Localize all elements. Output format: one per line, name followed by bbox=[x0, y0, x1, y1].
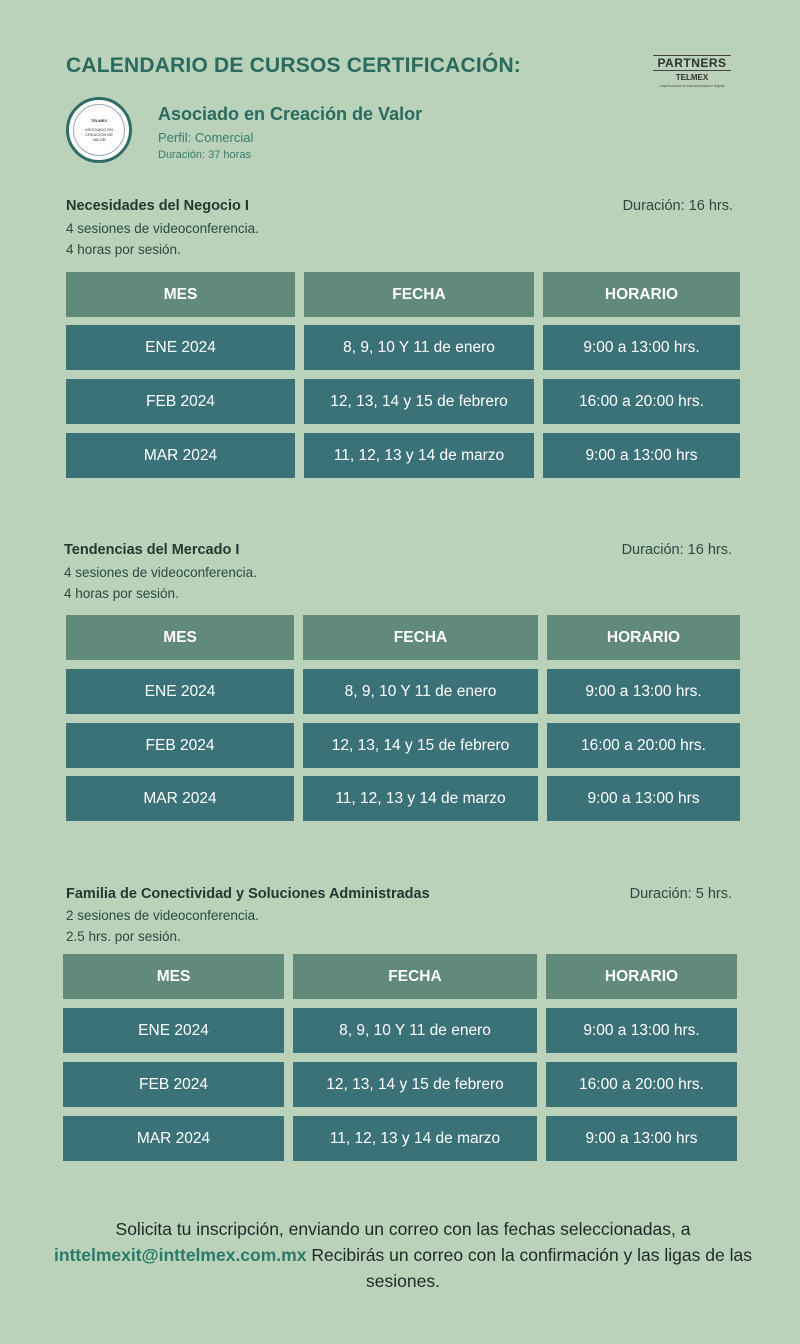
cell-schedule: 9:00 a 13:00 hrs. bbox=[547, 669, 740, 714]
logo-line1: PARTNERS bbox=[653, 55, 730, 71]
course-sessions: 2 sesiones de videoconferencia. bbox=[66, 908, 259, 923]
cell-schedule: 16:00 a 20:00 hrs. bbox=[547, 723, 740, 768]
badge-text: ASOCIADO EN CREACIÓN DE VALOR bbox=[85, 127, 113, 142]
cell-date: 8, 9, 10 Y 11 de enero bbox=[304, 325, 534, 370]
page-title: CALENDARIO DE CURSOS CERTIFICACIÓN: bbox=[66, 54, 522, 77]
cell-schedule: 9:00 a 13:00 hrs. bbox=[546, 1008, 737, 1053]
course-duration: Duración: 16 hrs. bbox=[621, 542, 732, 558]
certification-duration: Duración: 37 horas bbox=[158, 149, 251, 161]
cell-month: MAR 2024 bbox=[66, 776, 294, 821]
logo-tagline: Impulsamos la transformación digital bbox=[659, 83, 725, 88]
header-month: MES bbox=[63, 954, 284, 999]
cell-date: 11, 12, 13 y 14 de marzo bbox=[304, 433, 534, 478]
header-month: MES bbox=[66, 272, 295, 317]
cell-month: FEB 2024 bbox=[66, 723, 294, 768]
cell-schedule: 9:00 a 13:00 hrs bbox=[546, 1116, 737, 1161]
logo-line2: TELMEX bbox=[675, 73, 709, 82]
cell-month: ENE 2024 bbox=[66, 669, 294, 714]
cell-month: ENE 2024 bbox=[66, 325, 295, 370]
cell-month: ENE 2024 bbox=[63, 1008, 284, 1053]
header-month: MES bbox=[66, 615, 294, 660]
cell-date: 8, 9, 10 Y 11 de enero bbox=[303, 669, 538, 714]
cell-date: 11, 12, 13 y 14 de marzo bbox=[293, 1116, 537, 1161]
badge-brand: TELMEX bbox=[90, 118, 108, 123]
cell-date: 12, 13, 14 y 15 de febrero bbox=[303, 723, 538, 768]
cell-date: 12, 13, 14 y 15 de febrero bbox=[293, 1062, 537, 1107]
certification-profile: Perfil: Comercial bbox=[158, 130, 254, 145]
certification-badge bbox=[66, 97, 132, 163]
footer-note bbox=[40, 1216, 766, 1294]
course-sessions: 4 sesiones de videoconferencia. bbox=[66, 221, 259, 236]
course-duration: Duración: 16 hrs. bbox=[622, 198, 733, 214]
cell-schedule: 9:00 a 13:00 hrs bbox=[543, 433, 740, 478]
course-title: Tendencias del Mercado I bbox=[64, 542, 240, 558]
cell-date: 12, 13, 14 y 15 de febrero bbox=[304, 379, 534, 424]
header-date: FECHA bbox=[293, 954, 537, 999]
partners-telmex-logo bbox=[650, 54, 734, 88]
header-schedule: HORARIO bbox=[547, 615, 740, 660]
badge-ring bbox=[73, 104, 125, 156]
course-duration: Duración: 5 hrs. bbox=[629, 886, 732, 902]
header-schedule: HORARIO bbox=[546, 954, 737, 999]
course-title: Familia de Conectividad y Soluciones Administradas bbox=[66, 886, 430, 902]
header-schedule: HORARIO bbox=[543, 272, 740, 317]
course-sessions: 4 sesiones de videoconferencia. bbox=[64, 565, 257, 580]
cell-date: 8, 9, 10 Y 11 de enero bbox=[293, 1008, 537, 1053]
cell-schedule: 9:00 a 13:00 hrs. bbox=[543, 325, 740, 370]
cell-month: FEB 2024 bbox=[66, 379, 295, 424]
certification-title: Asociado en Creación de Valor bbox=[158, 104, 423, 124]
course-per-session: 4 horas por sesión. bbox=[64, 586, 179, 601]
cell-month: MAR 2024 bbox=[63, 1116, 284, 1161]
header-date: FECHA bbox=[303, 615, 538, 660]
cell-schedule: 9:00 a 13:00 hrs bbox=[547, 776, 740, 821]
cell-schedule: 16:00 a 20:00 hrs. bbox=[546, 1062, 737, 1107]
course-per-session: 4 horas por sesión. bbox=[66, 242, 181, 257]
email-link[interactable]: inttelmexit@inttelmex.com.mx bbox=[54, 1245, 307, 1265]
cell-month: FEB 2024 bbox=[63, 1062, 284, 1107]
cell-month: MAR 2024 bbox=[66, 433, 295, 478]
footer-text-before: Solicita tu inscripción, enviando un correo con las fechas seleccionadas, a bbox=[115, 1219, 691, 1239]
cell-date: 11, 12, 13 y 14 de marzo bbox=[303, 776, 538, 821]
course-title: Necesidades del Negocio I bbox=[66, 198, 249, 214]
footer-text-after: Recibirás un correo con la confirmación y las ligas de las sesiones. bbox=[311, 1245, 752, 1291]
header-date: FECHA bbox=[304, 272, 534, 317]
cell-schedule: 16:00 a 20:00 hrs. bbox=[543, 379, 740, 424]
course-per-session: 2.5 hrs. por sesión. bbox=[66, 929, 181, 944]
